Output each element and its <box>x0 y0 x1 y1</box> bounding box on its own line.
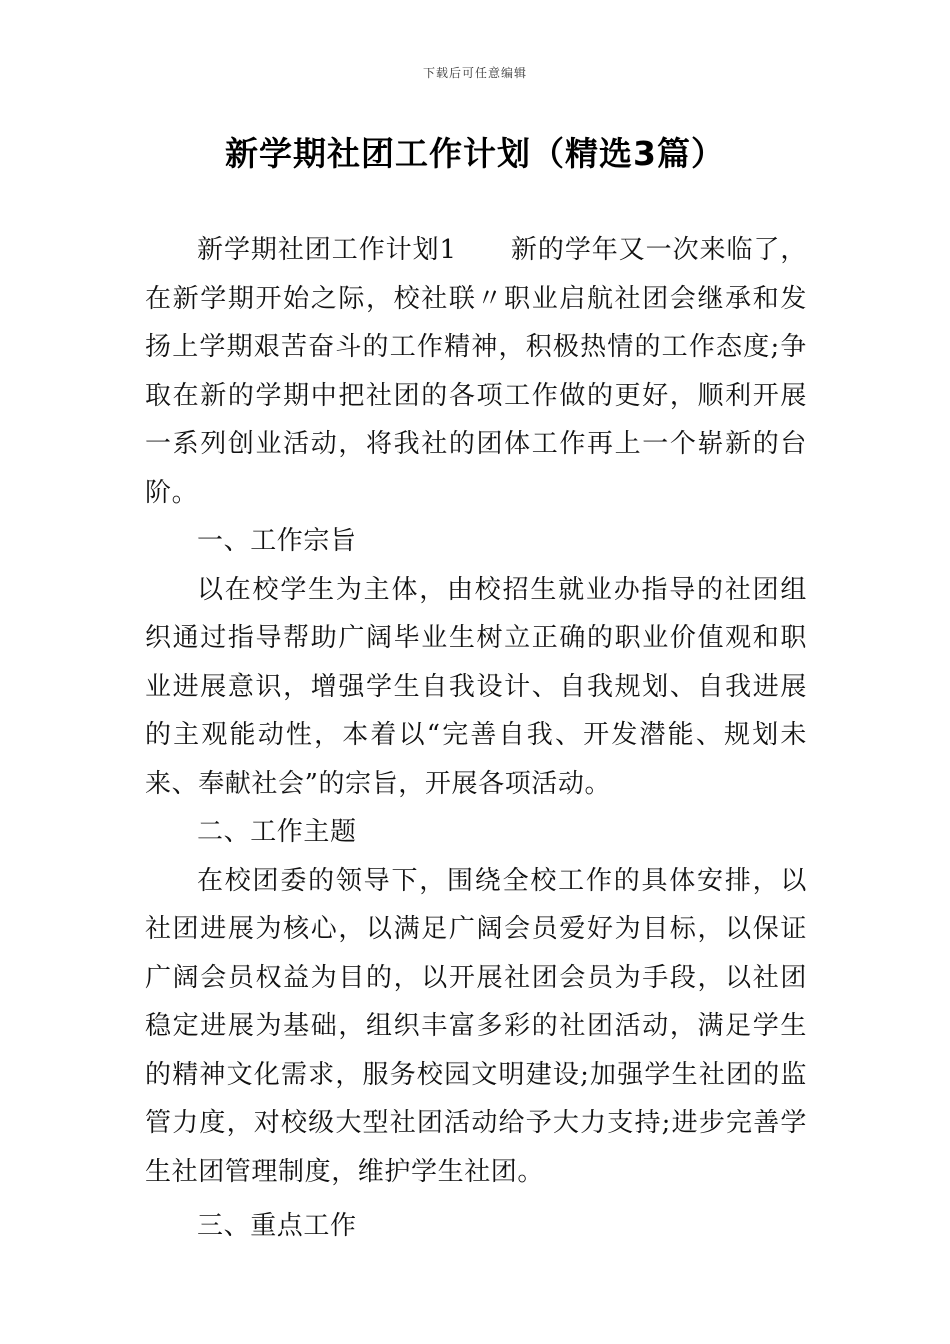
purpose-paragraph: 以在校学生为主体，由校招生就业办指导的社团组织通过指导帮助广阔毕业生树立正确的职业价值观和职业进展意识，增强学生自我设计、自我规划、自我进展的主观能动性，本着以“完善自我、开发潜能、规划未来、奉献社会”的宗旨，开展各项活动。 <box>145 574 807 799</box>
document-title: 新学期社团工作计划（精选3篇） <box>225 134 725 173</box>
intro-paragraph: 新学期社团工作计划1 新的学年又一次来临了，在新学期开始之际，校社联〃职业启航社团会继承和发扬上学期艰苦奋斗的工作精神，积极热情的工作态度;争取在新的学期中把社团的各项工作做的更好，顺利开展一系列创业活动，将我社的团体工作再上一个崭新的台阶。 <box>145 235 807 508</box>
section-heading-theme: 二、工作主题 <box>197 817 357 847</box>
document-body <box>145 226 807 1251</box>
section-heading-key-work: 三、重点工作 <box>197 1211 357 1241</box>
theme-paragraph: 在校团委的领导下，围绕全校工作的具体安排，以社团进展为核心，以满足广阔会员爱好为目标，以保证广阔会员权益为目的，以开展社团会员为手段，以社团稳定进展为基础，组织丰富多彩的社团活动，满足学生的精神文化需求，服务校园文明建设;加强学生社团的监管力度，对校级大型社团活动给予大力支持;进步完善学生社团管理制度，维护学生社团。 <box>145 865 807 1187</box>
header-note: 下载后可任意编辑 <box>422 66 527 80</box>
section-heading-purpose: 一、工作宗旨 <box>197 526 357 556</box>
